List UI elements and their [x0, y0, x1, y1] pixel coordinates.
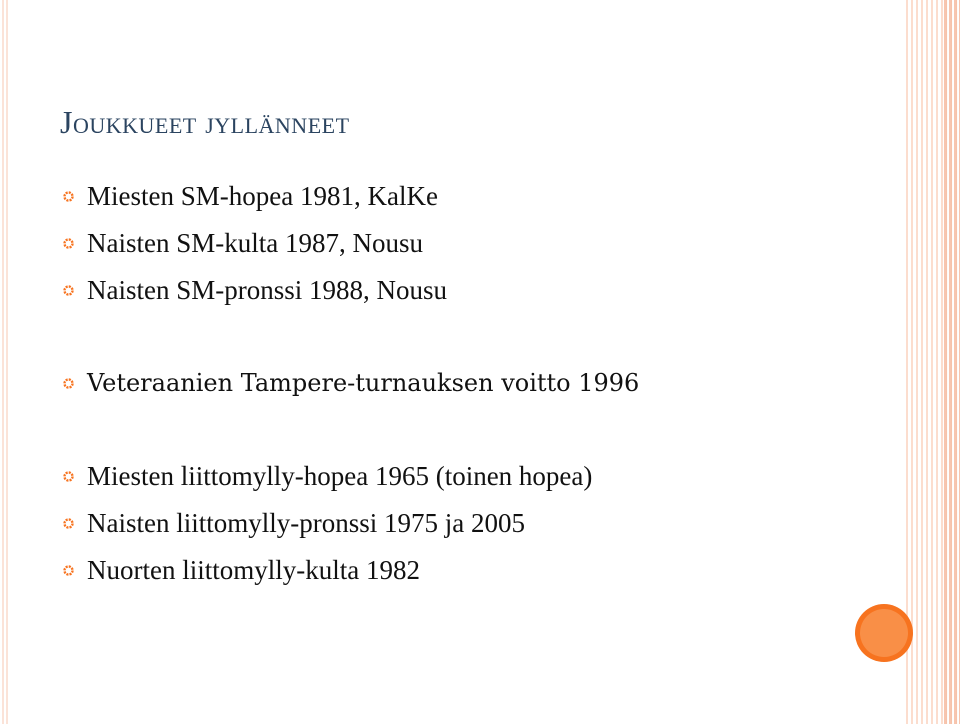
bullet-text: Naisten liittomylly-pronssi 1975 ja 2005 [87, 507, 525, 538]
bullet-text: Naisten SM-pronssi 1988, Nousu [87, 274, 448, 305]
left-decorative-stripe [2, 0, 10, 724]
bullet-item [62, 458, 592, 494]
bullet-text: Miesten SM-hopea 1981, KalKe [87, 180, 438, 211]
gear-icon [62, 284, 75, 297]
bullet-text: Naisten SM-kulta 1987, Nousu [87, 227, 423, 258]
bullet-item [62, 225, 423, 261]
slide-title: Joukkueet jyllänneet [60, 104, 350, 140]
bullet-text: Nuorten liittomylly-kulta 1982 [87, 554, 420, 585]
right-edge-stripes [944, 0, 960, 724]
gear-icon [62, 470, 75, 483]
bullet-item [62, 365, 639, 401]
gear-icon [62, 190, 75, 203]
bullet-text: Veteraanien Tampere-turnauksen voitto 1996 [87, 369, 640, 397]
decorative-orange-circle [855, 604, 913, 662]
gear-icon [62, 517, 75, 530]
gear-icon [62, 564, 75, 577]
bullet-item [62, 505, 525, 541]
bullet-item [62, 178, 438, 214]
bullet-item [62, 272, 447, 308]
gear-icon [62, 377, 75, 390]
bullet-text: Miesten liittomylly-hopea 1965 (toinen hopea) [87, 460, 593, 491]
bullet-item [62, 552, 420, 588]
gear-icon [62, 237, 75, 250]
